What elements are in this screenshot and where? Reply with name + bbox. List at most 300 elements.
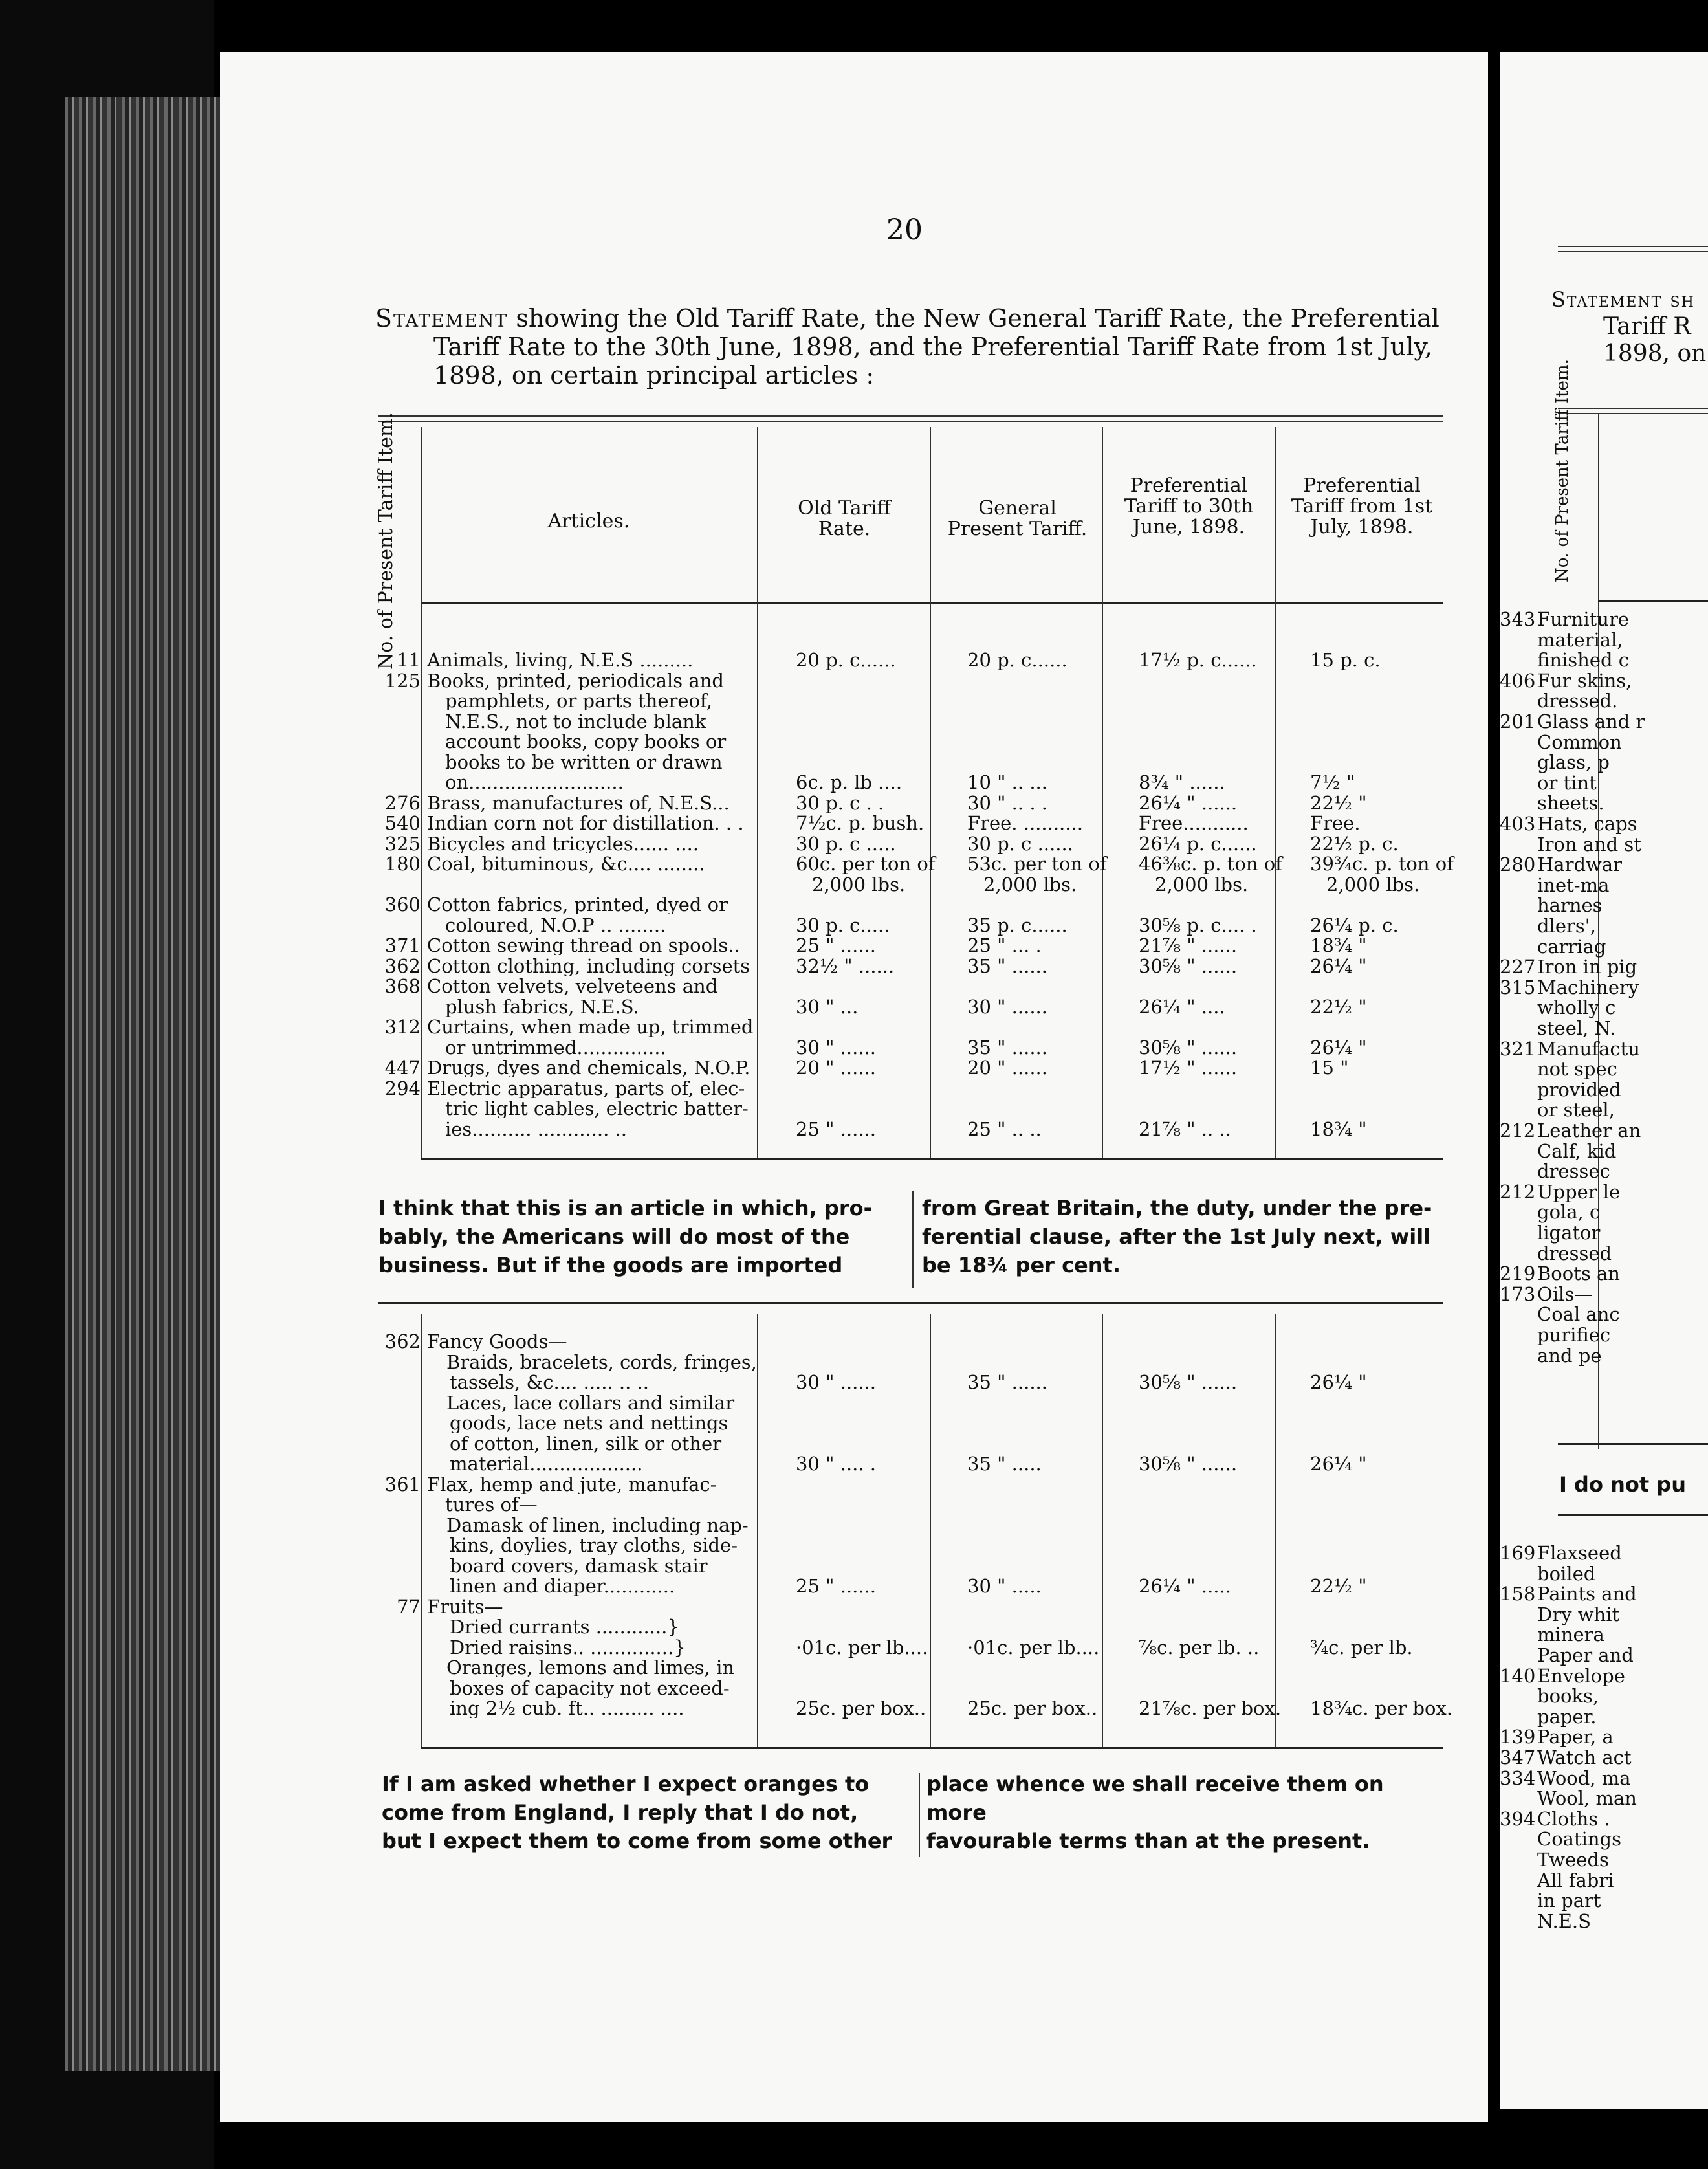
rate-c1: 30 " .... . bbox=[796, 1453, 876, 1475]
article-text: Cotton sewing thread on spools.. bbox=[427, 936, 740, 955]
table-row bbox=[375, 1119, 1449, 1139]
table-row bbox=[375, 1017, 1449, 1037]
article-text: Coatings bbox=[1537, 1828, 1621, 1851]
article-text: Glass and r bbox=[1537, 710, 1645, 732]
rate-c1: 30 " ...... bbox=[796, 1371, 876, 1393]
table-row bbox=[375, 895, 1449, 914]
rate-c2: 35 " ...... bbox=[967, 954, 1047, 977]
table-row bbox=[375, 1413, 1449, 1433]
right-page-row bbox=[1500, 1891, 1601, 1911]
item-number: 315 bbox=[1500, 976, 1536, 998]
comment-line: place whence we shall receive them on more bbox=[926, 1772, 1384, 1825]
rate-c1: 25 " ...... bbox=[796, 1575, 876, 1597]
rate-c1: 30 " ...... bbox=[796, 1036, 876, 1059]
comment-divider bbox=[919, 1773, 920, 1857]
article-text: dressec bbox=[1537, 1160, 1610, 1183]
table-row bbox=[375, 1099, 1449, 1118]
rate-c3: 30⅝ p. c.... . bbox=[1139, 914, 1257, 936]
item-number: 212 bbox=[1500, 1180, 1536, 1203]
table-row bbox=[375, 834, 1449, 853]
article-text: Fruits— bbox=[427, 1596, 503, 1616]
rate-c3: 21⅞ " .. .. bbox=[1139, 1118, 1231, 1140]
article-text: tric light cables, electric batter- bbox=[445, 1099, 749, 1118]
article-text: dressed bbox=[1537, 1242, 1612, 1264]
article-text: glass, p bbox=[1537, 751, 1610, 774]
article-text: on.......................... bbox=[445, 773, 624, 792]
article-text: purifiec bbox=[1537, 1324, 1611, 1346]
right-page-row bbox=[1500, 793, 1604, 813]
right-page-row bbox=[1500, 1264, 1620, 1284]
right-page-row bbox=[1500, 1707, 1596, 1727]
right-page-row bbox=[1500, 1100, 1615, 1120]
article-text: and pe bbox=[1537, 1344, 1602, 1367]
rate-c2: 20 p. c...... bbox=[967, 649, 1068, 671]
header-articles: Articles. bbox=[547, 510, 630, 533]
article-text: Leather an bbox=[1537, 1119, 1641, 1141]
right-header-rule bbox=[1558, 408, 1708, 414]
article-text: Cotton clothing, including corsets bbox=[427, 956, 750, 976]
article-text: Fur skins, bbox=[1537, 669, 1632, 692]
article-text: not spec bbox=[1537, 1058, 1617, 1081]
table-row bbox=[375, 753, 1449, 772]
table-row bbox=[375, 956, 1449, 976]
right-page-row bbox=[1500, 1202, 1600, 1222]
comment-line: ferential clause, after the 1st July next, will bbox=[922, 1224, 1431, 1249]
rate-c4: 22½ " bbox=[1310, 791, 1367, 814]
rate-c4: ¾c. per lb. bbox=[1310, 1636, 1413, 1658]
table-row bbox=[375, 976, 1449, 996]
right-page-row bbox=[1500, 835, 1641, 855]
right-title bbox=[1551, 286, 1706, 368]
right-page-row bbox=[1500, 1727, 1614, 1747]
article-text: or untrimmed............... bbox=[445, 1037, 666, 1057]
item-number: 212 bbox=[1500, 1119, 1536, 1141]
article-text: boiled bbox=[1537, 1562, 1596, 1585]
article-text: Wool, man bbox=[1537, 1787, 1637, 1810]
page-edges bbox=[65, 97, 226, 2071]
comment-line: come from England, I reply that I do not, bbox=[382, 1800, 859, 1825]
right-rule bbox=[1558, 1443, 1708, 1445]
table-row bbox=[375, 691, 1449, 710]
table-row bbox=[375, 1576, 1449, 1596]
article-text: N.E.S., not to include blank bbox=[445, 711, 706, 731]
right-page-row bbox=[1500, 1223, 1600, 1243]
comment1-bottom-rule bbox=[378, 1302, 1443, 1304]
header-pref-july: Preferential Tariff from 1st July, 1898. bbox=[1291, 474, 1433, 538]
article-text: Braids, bracelets, cords, fringes, bbox=[446, 1352, 757, 1372]
right-col-line bbox=[1598, 414, 1599, 1449]
right-page-row bbox=[1500, 630, 1623, 650]
item-number: 312 bbox=[384, 1016, 421, 1038]
article-text: tassels, &c.... ..... .. .. bbox=[450, 1372, 650, 1392]
article-text: account books, copy books or bbox=[445, 732, 727, 751]
rate-c1: 6c. p. lb .... bbox=[796, 771, 903, 793]
article-text: Dried currants ............} bbox=[450, 1617, 679, 1636]
rate-c4: 26¼ " bbox=[1310, 1036, 1367, 1059]
rate-c2: 2,000 lbs. bbox=[983, 873, 1077, 896]
right-page-row bbox=[1500, 1789, 1637, 1809]
header-old-tariff: Old Tariff Rate. bbox=[798, 497, 891, 540]
comment-line: from Great Britain, the duty, under the pre- bbox=[922, 1196, 1432, 1220]
article-text: Animals, living, N.E.S ......... bbox=[427, 650, 694, 670]
item-number: 447 bbox=[384, 1057, 421, 1079]
right-page-row bbox=[1500, 1244, 1612, 1264]
item-number: 294 bbox=[384, 1077, 421, 1099]
item-number: 394 bbox=[1500, 1807, 1536, 1830]
article-text: ies.......... ............ .. bbox=[445, 1119, 627, 1139]
article-text: gola, c bbox=[1537, 1201, 1601, 1224]
table-row bbox=[375, 936, 1449, 955]
header-top-rule bbox=[378, 415, 1443, 422]
rate-c3: 26¼ " ...... bbox=[1139, 791, 1238, 814]
article-text: Flaxseed bbox=[1537, 1542, 1622, 1564]
right-page-row bbox=[1500, 1284, 1593, 1305]
article-text: plush fabrics, N.E.S. bbox=[445, 996, 639, 1017]
right-page-row bbox=[1500, 1564, 1595, 1584]
item-number: 11 bbox=[397, 649, 421, 671]
rate-c4: 2,000 lbs. bbox=[1326, 873, 1420, 896]
article-text: inet-ma bbox=[1537, 874, 1610, 896]
right-page-row bbox=[1500, 773, 1597, 793]
rate-c2: 25 " .. .. bbox=[967, 1118, 1042, 1140]
table2-bottom-rule bbox=[421, 1747, 1443, 1749]
article-text: Common bbox=[1537, 731, 1622, 753]
right-top-rule bbox=[1558, 246, 1708, 252]
table-row bbox=[375, 1434, 1449, 1453]
table-row bbox=[375, 1495, 1449, 1514]
right-page-row bbox=[1500, 998, 1615, 1018]
article-text: board covers, damask stair bbox=[450, 1556, 708, 1576]
article-text: Wood, ma bbox=[1537, 1767, 1631, 1789]
rate-c4: 26¼ " bbox=[1310, 1453, 1367, 1475]
article-text: ligator bbox=[1537, 1222, 1601, 1244]
rate-c2: 35 " ...... bbox=[967, 1036, 1047, 1059]
table-row bbox=[375, 1515, 1449, 1535]
rate-c4: 26¼ p. c. bbox=[1310, 914, 1399, 936]
rate-c2: ·01c. per lb.... bbox=[967, 1636, 1100, 1658]
rate-c3: 30⅝ " ...... bbox=[1139, 1036, 1238, 1059]
table-row bbox=[375, 1393, 1449, 1413]
rate-c4: 15 " bbox=[1310, 1057, 1349, 1079]
article-text: Dry whit bbox=[1537, 1603, 1620, 1625]
right-page-row bbox=[1500, 1141, 1616, 1162]
rate-c3: 2,000 lbs. bbox=[1155, 873, 1249, 896]
table-row bbox=[375, 1597, 1449, 1616]
article-text: steel, N. bbox=[1537, 1017, 1616, 1039]
article-text: Damask of linen, including nap- bbox=[446, 1515, 749, 1535]
rate-c2: 30 p. c ...... bbox=[967, 832, 1073, 855]
item-number: 325 bbox=[384, 832, 421, 855]
comment-line: If I am asked whether I expect oranges to bbox=[382, 1772, 870, 1796]
item-number: 540 bbox=[384, 812, 421, 834]
right-page-row bbox=[1500, 978, 1639, 998]
table-row bbox=[375, 1556, 1449, 1576]
article-text: Flax, hemp and jute, manufac- bbox=[427, 1474, 717, 1494]
comment-divider bbox=[912, 1191, 914, 1288]
article-text: material................... bbox=[450, 1454, 643, 1473]
article-text: provided bbox=[1537, 1078, 1621, 1101]
item-number: 368 bbox=[384, 975, 421, 997]
rate-c2: 25 " ... . bbox=[967, 934, 1042, 956]
table-row bbox=[375, 1352, 1449, 1372]
rate-c4: 22½ " bbox=[1310, 995, 1367, 1018]
article-text: of cotton, linen, silk or other bbox=[450, 1433, 722, 1453]
rate-c2: 25c. per box.. bbox=[967, 1697, 1098, 1719]
table-row bbox=[375, 1038, 1449, 1057]
rate-c4: 22½ p. c. bbox=[1310, 832, 1399, 855]
right-page-row bbox=[1500, 1182, 1620, 1202]
rate-c1: 7½c. p. bush. bbox=[796, 812, 925, 834]
article-text: Brass, manufactures of, N.E.S... bbox=[427, 793, 730, 813]
article-text: Oranges, lemons and limes, in bbox=[446, 1658, 735, 1677]
right-page: Statement sh Tariff R 1898, on No. of Present Tariff Item. 343Furniture material, finished c 406Fur skins, dressed. 201Glass and r Common glass, p or tint sheets. 403Hats, caps Iron and st 280Hardwar inet-ma harnes dlers', carriag 227Iron in pig 315Machinery wholly c steel, N. 321Manufactu not spec provided or steel, 212Leather an Calf, kid dressec 212Upper le gola, c ligator dressed 219Boots an 173Oils— Coal anc purifiec and pe I do not pu 169Flaxseed boiled 158Paints and Dry whit minera Paper and 140Envelope books, paper. 139Paper, a 347Watch act 334Wood, ma Wool, man 394Cloths . Coatings Tweeds All fabri in part N.E.S bbox=[1500, 52, 1708, 2109]
header-bottom-rule bbox=[421, 602, 1443, 604]
rate-c3: 17½ p. c...... bbox=[1139, 649, 1257, 671]
title-lead: Statement bbox=[375, 304, 509, 333]
article-text: Paper, a bbox=[1537, 1726, 1614, 1748]
table-row bbox=[375, 1638, 1449, 1657]
right-page-row bbox=[1500, 1768, 1631, 1789]
right-page-row bbox=[1500, 1646, 1634, 1666]
rate-c3: 26¼ " ..... bbox=[1139, 1575, 1231, 1597]
item-number: 227 bbox=[1500, 956, 1536, 978]
article-text: Paints and bbox=[1537, 1583, 1637, 1605]
rate-c4: Free. bbox=[1310, 812, 1361, 834]
table-row bbox=[375, 1475, 1449, 1494]
right-page-row bbox=[1500, 753, 1610, 773]
rate-c4: 18¾ " bbox=[1310, 1118, 1367, 1140]
article-text: Cotton fabrics, printed, dyed or bbox=[427, 895, 728, 914]
article-text: All fabri bbox=[1537, 1869, 1614, 1891]
rate-c3: 8¾ " ...... bbox=[1139, 771, 1225, 793]
rate-c3: 30⅝ " ...... bbox=[1139, 954, 1238, 977]
table-row bbox=[375, 1372, 1449, 1392]
article-text: material, bbox=[1537, 628, 1623, 651]
right-page-row bbox=[1500, 1121, 1641, 1141]
right-page-row bbox=[1500, 1871, 1614, 1891]
rate-c2: 35 " ..... bbox=[967, 1453, 1042, 1475]
item-number: 77 bbox=[397, 1595, 421, 1618]
rate-c2: 53c. per ton of bbox=[967, 853, 1107, 875]
right-page-row bbox=[1500, 1584, 1637, 1604]
title-line-1: showing the Old Tariff Rate, the New General Tariff Rate, the Preferential bbox=[508, 304, 1440, 333]
rate-c3: 21⅞c. per box. bbox=[1139, 1697, 1282, 1719]
right-page-row bbox=[1500, 1850, 1609, 1870]
item-number: 362 bbox=[384, 954, 421, 977]
article-text: pamphlets, or parts thereof, bbox=[445, 691, 712, 710]
rate-c4: 15 p. c. bbox=[1310, 649, 1381, 671]
article-text: or tint bbox=[1537, 771, 1597, 794]
article-text: Bicycles and tricycles...... .... bbox=[427, 833, 699, 853]
table-row bbox=[375, 712, 1449, 731]
article-text: N.E.S bbox=[1537, 1910, 1591, 1932]
right-title-lead: Statement sh bbox=[1551, 287, 1695, 312]
rate-c2: 10 " .. ... bbox=[967, 771, 1047, 793]
rate-c3: ⅞c. per lb. .. bbox=[1139, 1636, 1260, 1658]
article-text: minera bbox=[1537, 1624, 1604, 1646]
article-text: Tweeds bbox=[1537, 1849, 1609, 1871]
item-number: 334 bbox=[1500, 1767, 1536, 1789]
rate-c4: 39¾c. p. ton of bbox=[1310, 853, 1454, 875]
table-row bbox=[375, 773, 1449, 792]
article-text: Envelope bbox=[1537, 1664, 1625, 1687]
rate-c1: 20 p. c...... bbox=[796, 649, 896, 671]
rate-c2: 20 " ...... bbox=[967, 1057, 1047, 1079]
right-page-row bbox=[1500, 1346, 1601, 1366]
article-text: dressed. bbox=[1537, 690, 1618, 712]
table-row bbox=[375, 1679, 1449, 1698]
comment-line: favourable terms than at the present. bbox=[926, 1829, 1370, 1853]
right-page-row bbox=[1500, 814, 1637, 834]
rate-c3: 17½ " ...... bbox=[1139, 1057, 1238, 1079]
article-text: Fancy Goods— bbox=[427, 1332, 567, 1351]
rate-c2: Free. .......... bbox=[967, 812, 1083, 834]
rate-c1: ·01c. per lb.... bbox=[796, 1636, 928, 1658]
statement-title bbox=[375, 304, 1449, 390]
right-page-row bbox=[1500, 1305, 1620, 1325]
article-text: Hats, caps bbox=[1537, 813, 1637, 835]
right-page-row bbox=[1500, 1039, 1640, 1059]
item-number: 360 bbox=[384, 894, 421, 916]
rate-c1: 25c. per box.. bbox=[796, 1697, 926, 1719]
right-page-row bbox=[1500, 712, 1645, 732]
right-page-row bbox=[1500, 650, 1629, 670]
right-page-row bbox=[1500, 896, 1603, 916]
rate-c1: 25 " ...... bbox=[796, 1118, 876, 1140]
title-line-3: 1898, on certain principal articles : bbox=[433, 361, 875, 390]
item-number: 362 bbox=[384, 1330, 421, 1352]
header-pref-june: Preferential Tariff to 30th June, 1898. bbox=[1124, 474, 1254, 538]
article-text: finished c bbox=[1537, 649, 1630, 672]
item-number: 169 bbox=[1500, 1542, 1536, 1564]
item-number: 347 bbox=[1500, 1746, 1536, 1768]
table-row bbox=[375, 1536, 1449, 1555]
right-title-line-2: Tariff R bbox=[1603, 313, 1691, 340]
right-page-row bbox=[1500, 1625, 1604, 1645]
article-text: Oils— bbox=[1537, 1283, 1593, 1305]
article-text: Books, printed, periodicals and bbox=[427, 670, 724, 690]
article-text: Paper and bbox=[1537, 1644, 1634, 1666]
table-row bbox=[375, 916, 1449, 935]
item-number: 403 bbox=[1500, 813, 1536, 835]
table-row bbox=[375, 732, 1449, 751]
table-row bbox=[375, 853, 1454, 875]
right-rule-2 bbox=[1558, 1514, 1708, 1516]
right-page-row bbox=[1500, 732, 1622, 753]
article-text: Laces, lace collars and similar bbox=[446, 1393, 735, 1413]
table-row bbox=[375, 813, 1449, 833]
article-text: Coal, bituminous, &c.... ........ bbox=[427, 854, 705, 874]
right-page-row bbox=[1500, 957, 1637, 977]
right-page-row bbox=[1500, 691, 1617, 711]
item-number: 371 bbox=[384, 934, 421, 956]
rate-c3: 26¼ " .... bbox=[1139, 995, 1225, 1018]
rate-c1: 30 p. c . . bbox=[796, 791, 884, 814]
right-page-row bbox=[1500, 1018, 1615, 1039]
rate-c1: 32½ " ...... bbox=[796, 954, 895, 977]
rate-c4: 22½ " bbox=[1310, 1575, 1367, 1597]
rate-c4: 26¼ " bbox=[1310, 954, 1367, 977]
article-text: Cloths . bbox=[1537, 1807, 1610, 1830]
rate-c2: 30 " ..... bbox=[967, 1575, 1042, 1597]
table-row bbox=[375, 1332, 1449, 1351]
article-text: Machinery bbox=[1537, 976, 1639, 998]
right-page-row bbox=[1500, 1911, 1591, 1932]
article-text: Indian corn not for distillation. . . bbox=[427, 813, 744, 833]
item-number: 406 bbox=[1500, 669, 1536, 692]
right-page-row bbox=[1500, 1686, 1599, 1706]
item-number: 276 bbox=[384, 791, 421, 814]
article-text: goods, lace nets and nettings bbox=[450, 1413, 728, 1433]
comment-line: but I expect them to come from some other bbox=[382, 1829, 892, 1853]
rate-c3: 46⅜c. p. ton of bbox=[1139, 853, 1282, 875]
rate-c2: 35 p. c...... bbox=[967, 914, 1068, 936]
comment-1-right bbox=[922, 1194, 1446, 1279]
right-page-row bbox=[1500, 1605, 1619, 1625]
item-number: 343 bbox=[1500, 608, 1536, 630]
article-text: Iron in pig bbox=[1537, 956, 1637, 978]
article-text: or steel, bbox=[1537, 1099, 1615, 1121]
comment-1-left bbox=[378, 1194, 906, 1279]
rate-c1: 2,000 lbs. bbox=[812, 873, 906, 896]
comment-2-right bbox=[926, 1770, 1444, 1855]
item-number: 219 bbox=[1500, 1262, 1536, 1285]
item-number: 139 bbox=[1500, 1726, 1536, 1748]
article-text: Upper le bbox=[1537, 1180, 1621, 1203]
right-page-row bbox=[1500, 855, 1622, 875]
right-page-row bbox=[1500, 1059, 1617, 1079]
comment-2-left bbox=[382, 1770, 912, 1855]
article-text: harnes bbox=[1537, 894, 1603, 917]
article-text: books to be written or drawn bbox=[445, 752, 723, 772]
table-row bbox=[375, 671, 1449, 690]
rate-c1: 25 " ...... bbox=[796, 934, 876, 956]
rate-c2: 35 " ...... bbox=[967, 1371, 1047, 1393]
table-row bbox=[375, 997, 1449, 1017]
right-page-row bbox=[1500, 937, 1606, 957]
article-text: Manufactu bbox=[1537, 1037, 1640, 1060]
comment-line: bably, the Americans will do most of the bbox=[378, 1224, 850, 1249]
article-text: sheets. bbox=[1537, 792, 1604, 815]
rate-c4: 7½ " bbox=[1310, 771, 1355, 793]
rate-c2: 30 " ...... bbox=[967, 995, 1047, 1018]
right-page-row bbox=[1500, 671, 1632, 691]
right-page-row bbox=[1500, 875, 1609, 896]
right-page-row bbox=[1500, 610, 1629, 630]
item-number: 321 bbox=[1500, 1037, 1536, 1060]
right-page-row bbox=[1500, 1666, 1625, 1686]
table1-bottom-rule bbox=[421, 1158, 1443, 1160]
item-number: 125 bbox=[384, 669, 421, 692]
item-number: 201 bbox=[1500, 710, 1536, 732]
article-text: dlers', bbox=[1537, 915, 1596, 937]
right-comment: I do not pu bbox=[1559, 1472, 1686, 1497]
item-number: 361 bbox=[384, 1473, 421, 1495]
article-text: kins, doylies, tray cloths, side- bbox=[450, 1536, 738, 1555]
item-number: 173 bbox=[1500, 1283, 1536, 1305]
rate-c1: 60c. per ton of bbox=[796, 853, 936, 875]
table-row bbox=[375, 875, 1449, 894]
item-number: 180 bbox=[384, 853, 421, 875]
rate-c4: 18¾c. per box. bbox=[1310, 1697, 1453, 1719]
article-text: boxes of capacity not exceed- bbox=[450, 1678, 730, 1698]
article-text: Curtains, when made up, trimmed bbox=[427, 1017, 754, 1037]
article-text: linen and diaper............ bbox=[450, 1576, 675, 1596]
rate-c1: 20 " ...... bbox=[796, 1057, 876, 1079]
item-number: 140 bbox=[1500, 1664, 1536, 1687]
right-page-row bbox=[1500, 1543, 1622, 1563]
comment-line: be 18¾ per cent. bbox=[922, 1253, 1121, 1277]
